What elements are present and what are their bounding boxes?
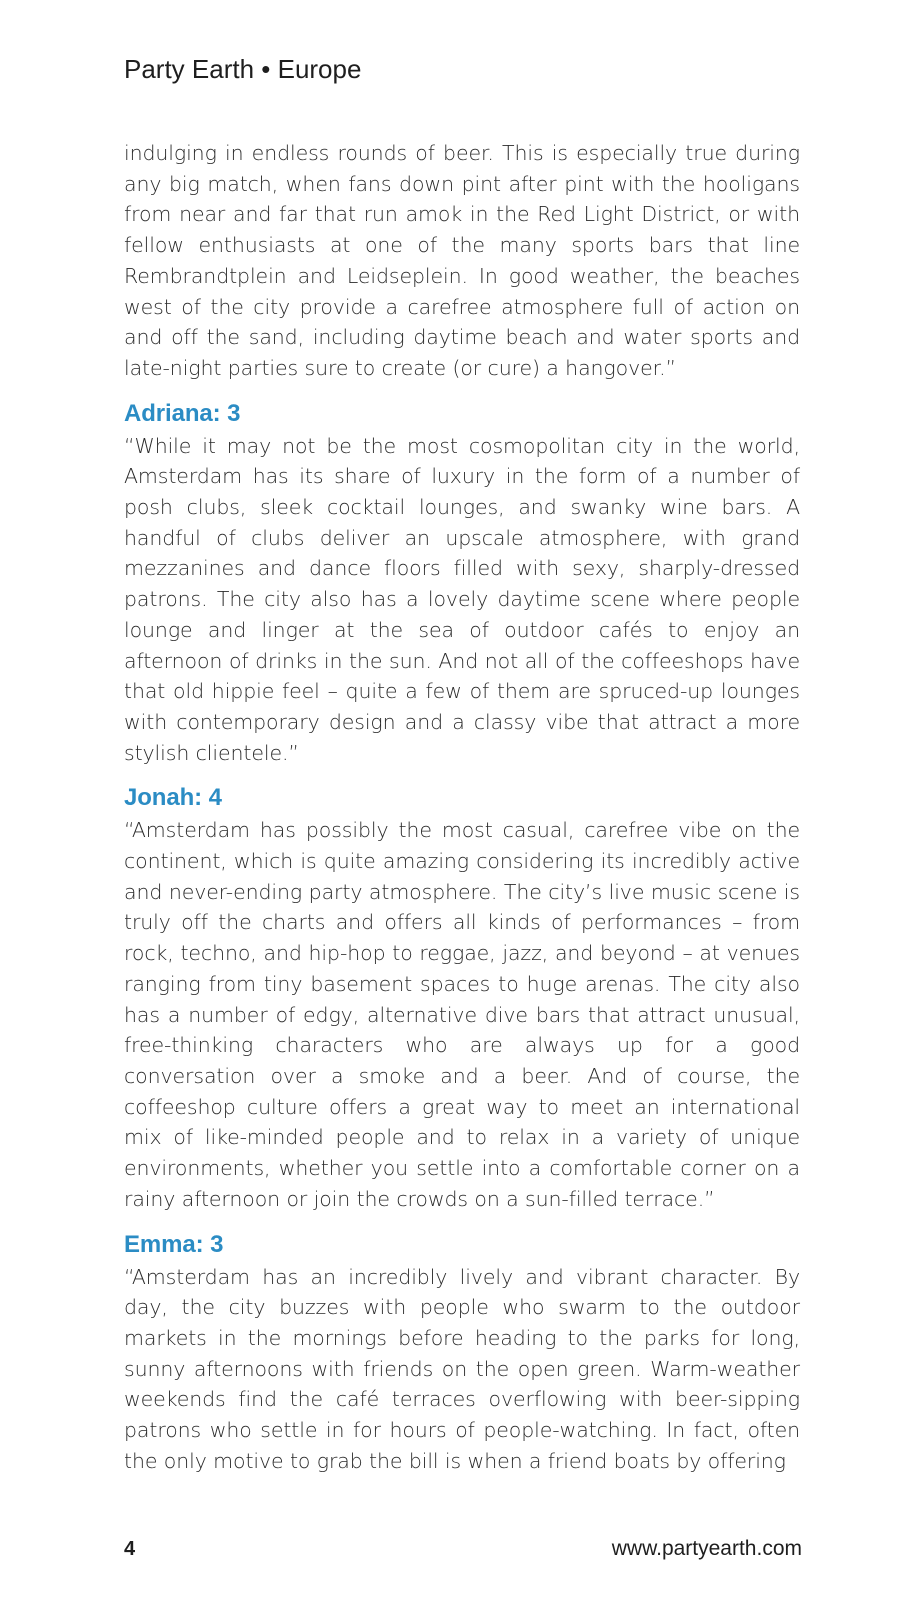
review-paragraph: “While it may not be the most cosmopolitan city in the world, Amsterdam has its share of luxury in the form of a number of posh clubs, sleek cocktail lounges, and swanky wine bars. A handful of clubs deliver an upscale atmosphere, with grand mezzanines and dance floors filled with sexy, sharply-dressed patrons. The city also has a lovely daytime scene where people lounge and linger at the sea of outdoor cafés to enjoy an afternoon of drinks in the sun. And not all of the coffeeshops have that old hippie feel – quite a few of them are spruced-up lounges with contemporary design and a classy vibe that attract a more stylish clientele.”	[124, 433, 800, 765]
page-body	[124, 138, 800, 1476]
page-header-title: Party Earth • Europe	[124, 54, 362, 84]
intro-paragraph: indulging in endless rounds of beer. This is especially true during any big match, when fans down pint after pint with the hooligans from near and far that run amok in the Red Light District, or with fellow enthusiasts at one of the many sports bars that line Rembrandtplein and Leidseplein. In good weather, the beaches west of the city provide a carefree atmosphere full of action on and off the sand, including daytime beach and water sports and late-night parties sure to create (or cure) a hangover.”	[124, 141, 800, 380]
review-section-adriana	[124, 397, 800, 769]
reviewer-heading: Emma: 3	[124, 1230, 224, 1258]
review-section-jonah	[124, 781, 800, 1214]
reviewer-heading: Adriana: 3	[124, 399, 241, 427]
reviewer-heading: Jonah: 4	[124, 784, 222, 812]
review-paragraph: “Amsterdam has an incredibly lively and vibrant character. By day, the city buzzes with people who swarm to the outdoor markets in the mornings before heading to the parks for long, sunny afternoons with friends on the open green. Warm-weather weekends find the café terraces overflowing with beer-sipping patrons who settle in for hours of people-watching. In fact, often the only motive to grab the bill is when a friend boats by offering	[124, 1264, 800, 1473]
page-number: 4	[124, 1538, 136, 1560]
footer-website-link[interactable]: www.partyearth.com	[611, 1537, 802, 1560]
review-section-emma	[124, 1228, 800, 1477]
review-paragraph: “Amsterdam has possibly the most casual, carefree vibe on the continent, which is quite amazing considering its incredibly active and never-ending party atmosphere. The city’s live music scene is truly off the charts and offers all kinds of performances – from rock, techno, and hip-hop to reggae, jazz, and beyond – at venues ranging from tiny basement spaces to huge arenas. The city also has a number of edgy, alternative dive bars that attract unusual, free-thinking characters who are always up for a good conversation over a smoke and a beer. And of course, the coffeeshop culture offers a great way to meet an international mix of like-minded people and to relax in a variety of unique environments, whether you settle into a comfortable corner on a rainy afternoon or join the crowds on a sun-filled terrace.”	[124, 818, 800, 1211]
